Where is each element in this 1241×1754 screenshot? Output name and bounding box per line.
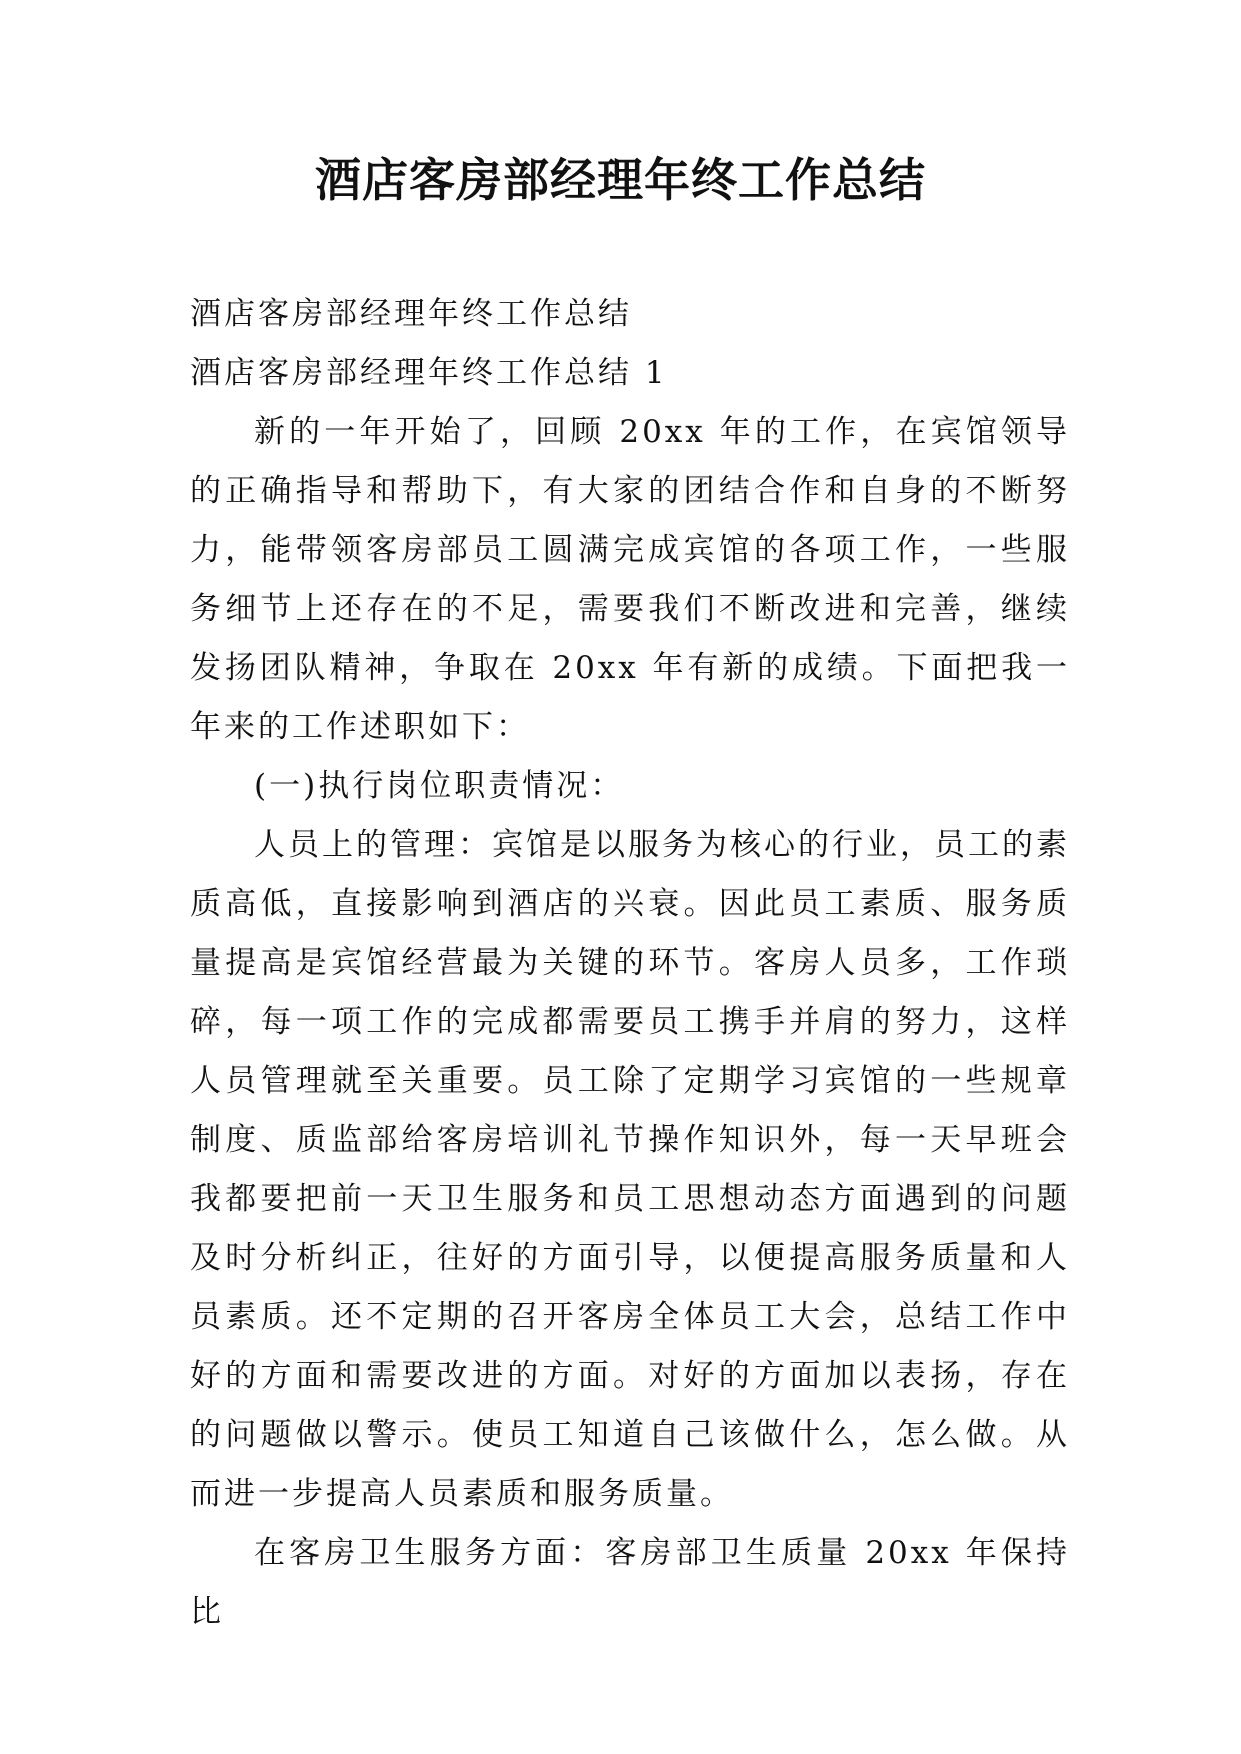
document-subtitle: 酒店客房部经理年终工作总结 (190, 296, 632, 332)
paragraph-section-heading: (一)执行岗位职责情况： (254, 768, 625, 804)
section-heading: 酒店客房部经理年终工作总结 1 (190, 355, 668, 391)
paragraph-room-hygiene: 在客房卫生服务方面：客房部卫生质量 20xx 年保持比 (190, 1535, 1070, 1630)
document-body (190, 285, 1070, 1642)
document-title: 酒店客房部经理年终工作总结 (315, 153, 926, 207)
paragraph-intro: 新的一年开始了，回顾 20xx 年的工作，在宾馆领导的正确指导和帮助下，有大家的团结合作和自身的不断努力，能带领客房部员工圆满完成宾馆的各项工作，一些服务细节上还存在的不足，需要我们不断改进和完善，继续发扬团队精神，争取在 20xx 年有新的成绩。下面把我一年来的工作述职如下： (190, 414, 1070, 745)
paragraph-personnel-management: 人员上的管理：宾馆是以服务为核心的行业，员工的素质高低，直接影响到酒店的兴衰。因此员工素质、服务质量提高是宾馆经营最为关键的环节。客房人员多，工作琐碎，每一项工作的完成都需要员工携手并肩的努力，这样人员管理就至关重要。员工除了定期学习宾馆的一些规章制度、质监部给客房培训礼节操作知识外，每一天早班会我都要把前一天卫生服务和员工思想动态方面遇到的问题及时分析纠正，往好的方面引导，以便提高服务质量和人员素质。还不定期的召开客房全体员工大会，总结工作中好的方面和需要改进的方面。对好的方面加以表扬，存在的问题做以警示。使员工知道自己该做什么，怎么做。从而进一步提高人员素质和服务质量。 (190, 827, 1070, 1512)
